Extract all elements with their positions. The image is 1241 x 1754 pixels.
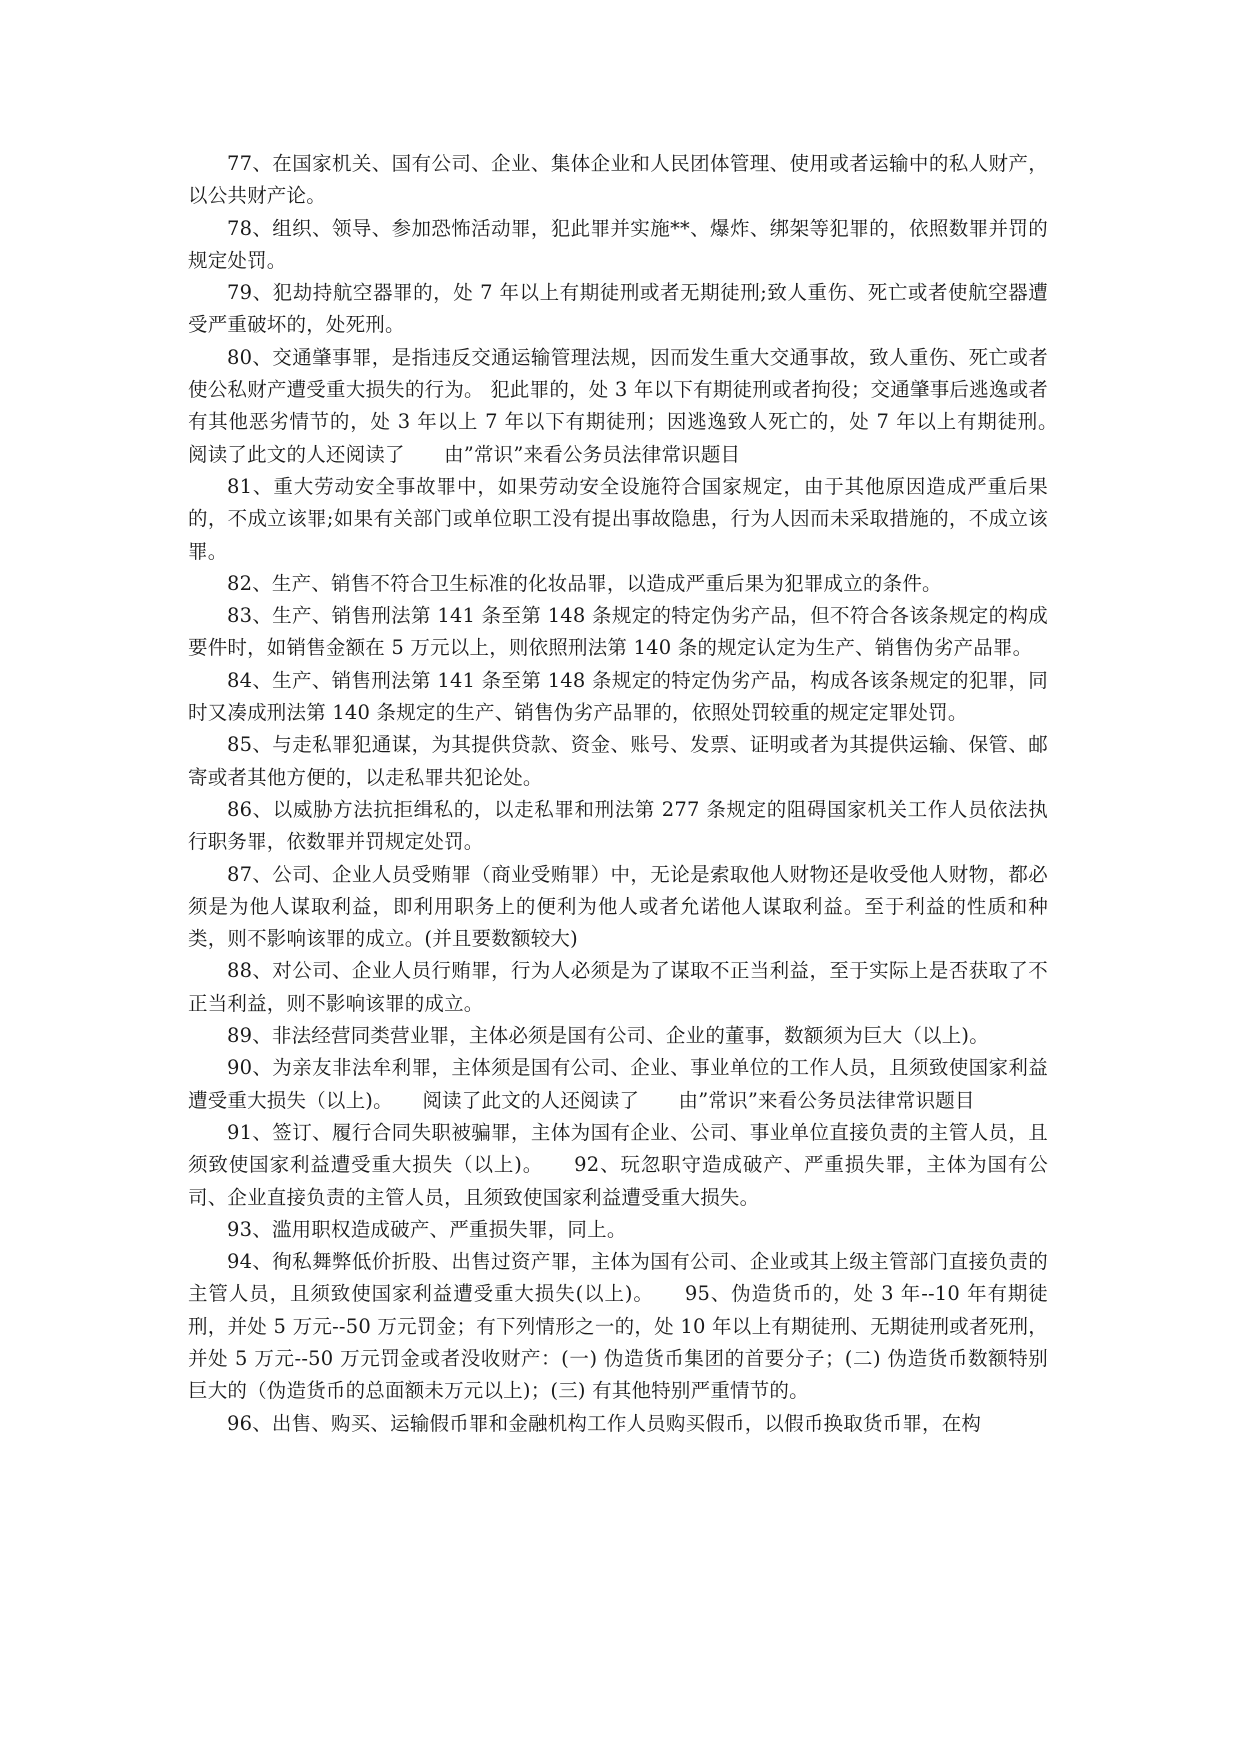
paragraph-78: 78、组织、领导、参加恐怖活动罪，犯此罪并实施**、爆炸、绑架等犯罪的，依照数罪并罚的规定处罚。 (188, 216, 1048, 272)
document-body (188, 148, 1088, 1440)
paragraph-84: 84、生产、销售刑法第 141 条至第 148 条规定的特定伪劣产品，构成各该条规定的犯罪，同时又凑成刑法第 140 条规定的生产、销售伪劣产品罪的，依照处罚较重的规定定罪处罚。 (188, 668, 1048, 725)
paragraph-77: 77、在国家机关、国有公司、企业、集体企业和人民团体管理、使用或者运输中的私人财产，以公共财产论。 (188, 152, 1048, 208)
paragraph-91-92: 91、签订、履行合同失职被骗罪，主体为国有企业、公司、事业单位直接负责的主管人员，且须致使国家利益遭受重大损失（以上)。 92、玩忽职守造成破产、严重损失罪，主体为国有公司、企业直接负责的主管人员，且须致使国家利益遭受重大损失。 (188, 1120, 1048, 1209)
paragraph-88: 88、对公司、企业人员行贿罪，行为人必须是为了谋取不正当利益，至于实际上是否获取了不正当利益，则不影响该罪的成立。 (188, 959, 1048, 1015)
paragraph-85: 85、与走私罪犯通谋，为其提供贷款、资金、账号、发票、证明或者为其提供运输、保管、邮寄或者其他方便的，以走私罪共犯论处。 (188, 733, 1048, 789)
paragraph-82: 82、生产、销售不符合卫生标准的化妆品罪，以造成严重后果为犯罪成立的条件。 (227, 571, 942, 595)
paragraph-86: 86、以威胁方法抗拒缉私的，以走私罪和刑法第 277 条规定的阻碍国家机关工作人员依法执行职务罪，依数罪并罚规定处罚。 (188, 797, 1048, 854)
paragraph-93: 93、滥用职权造成破产、严重损失罪，同上。 (227, 1217, 627, 1241)
paragraph-89: 89、非法经营同类营业罪，主体必须是国有公司、企业的董事，数额须为巨大（以上)。 (227, 1024, 989, 1048)
paragraph-96: 96、出售、购买、运输假币罪和金融机构工作人员购买假币，以假币换取货币罪，在构 (227, 1411, 982, 1435)
paragraph-87: 87、公司、企业人员受贿罪（商业受贿罪）中，无论是索取他人财物还是收受他人财物，都必须是为他人谋取利益，即利用职务上的便利为他人或者允诺他人谋取利益。至于利益的性质和种类，则不影响该罪的成立。(并且要数额较大) (188, 862, 1048, 951)
paragraph-83: 83、生产、销售刑法第 141 条至第 148 条规定的特定伪劣产品，但不符合各该条规定的构成要件时，如销售金额在 5 万元以上，则依照刑法第 140 条的规定认定为生产、销售伪劣产品罪。 (188, 604, 1048, 660)
paragraph-94-95: 94、徇私舞弊低价折股、出售过资产罪，主体为国有公司、企业或其上级主管部门直接负责的主管人员，且须致使国家利益遭受重大损失(以上)。 95、伪造货币的，处 3 年--10 年有期徒刑，并处 5 万元--50 万元罚金；有下列情形之一的，处 10 年以上有期徒刑、无期徒刑或者死刑，并处 5 万元--50 万元罚金或者没收财产：(一) 伪造货币集团的首要分子；(二) 伪造货币数额特别巨大的（伪造货币的总面额未万元以上)；(三) 有其他特别严重情节的。 (188, 1250, 1048, 1403)
paragraph-80: 80、交通肇事罪，是指违反交通运输管理法规，因而发生重大交通事故，致人重伤、死亡或者使公私财产遭受重大损失的行为。 犯此罪的，处 3 年以下有期徒刑或者拘役；交通肇事后逃逸或者有其他恶劣情节的，处 3 年以上 7 年以下有期徒刑；因逃逸致人死亡的，处 7 年以上有期徒刑。 阅读了此文的人还阅读了 由”常识”来看公务员法律常识题目 (188, 345, 1088, 466)
paragraph-81: 81、重大劳动安全事故罪中，如果劳动安全设施符合国家规定，由于其他原因造成严重后果的，不成立该罪;如果有关部门或单位职工没有提出事故隐患，行为人因而未采取措施的，不成立该罪。 (188, 474, 1048, 563)
paragraph-79: 79、犯劫持航空器罪的，处 7 年以上有期徒刑或者无期徒刑;致人重伤、死亡或者使航空器遭受严重破坏的，处死刑。 (188, 281, 1048, 337)
paragraph-90: 90、为亲友非法牟利罪，主体须是国有公司、企业、事业单位的工作人员，且须致使国家利益遭受重大损失（以上)。 阅读了此文的人还阅读了 由”常识”来看公务员法律常识题目 (188, 1056, 1048, 1112)
